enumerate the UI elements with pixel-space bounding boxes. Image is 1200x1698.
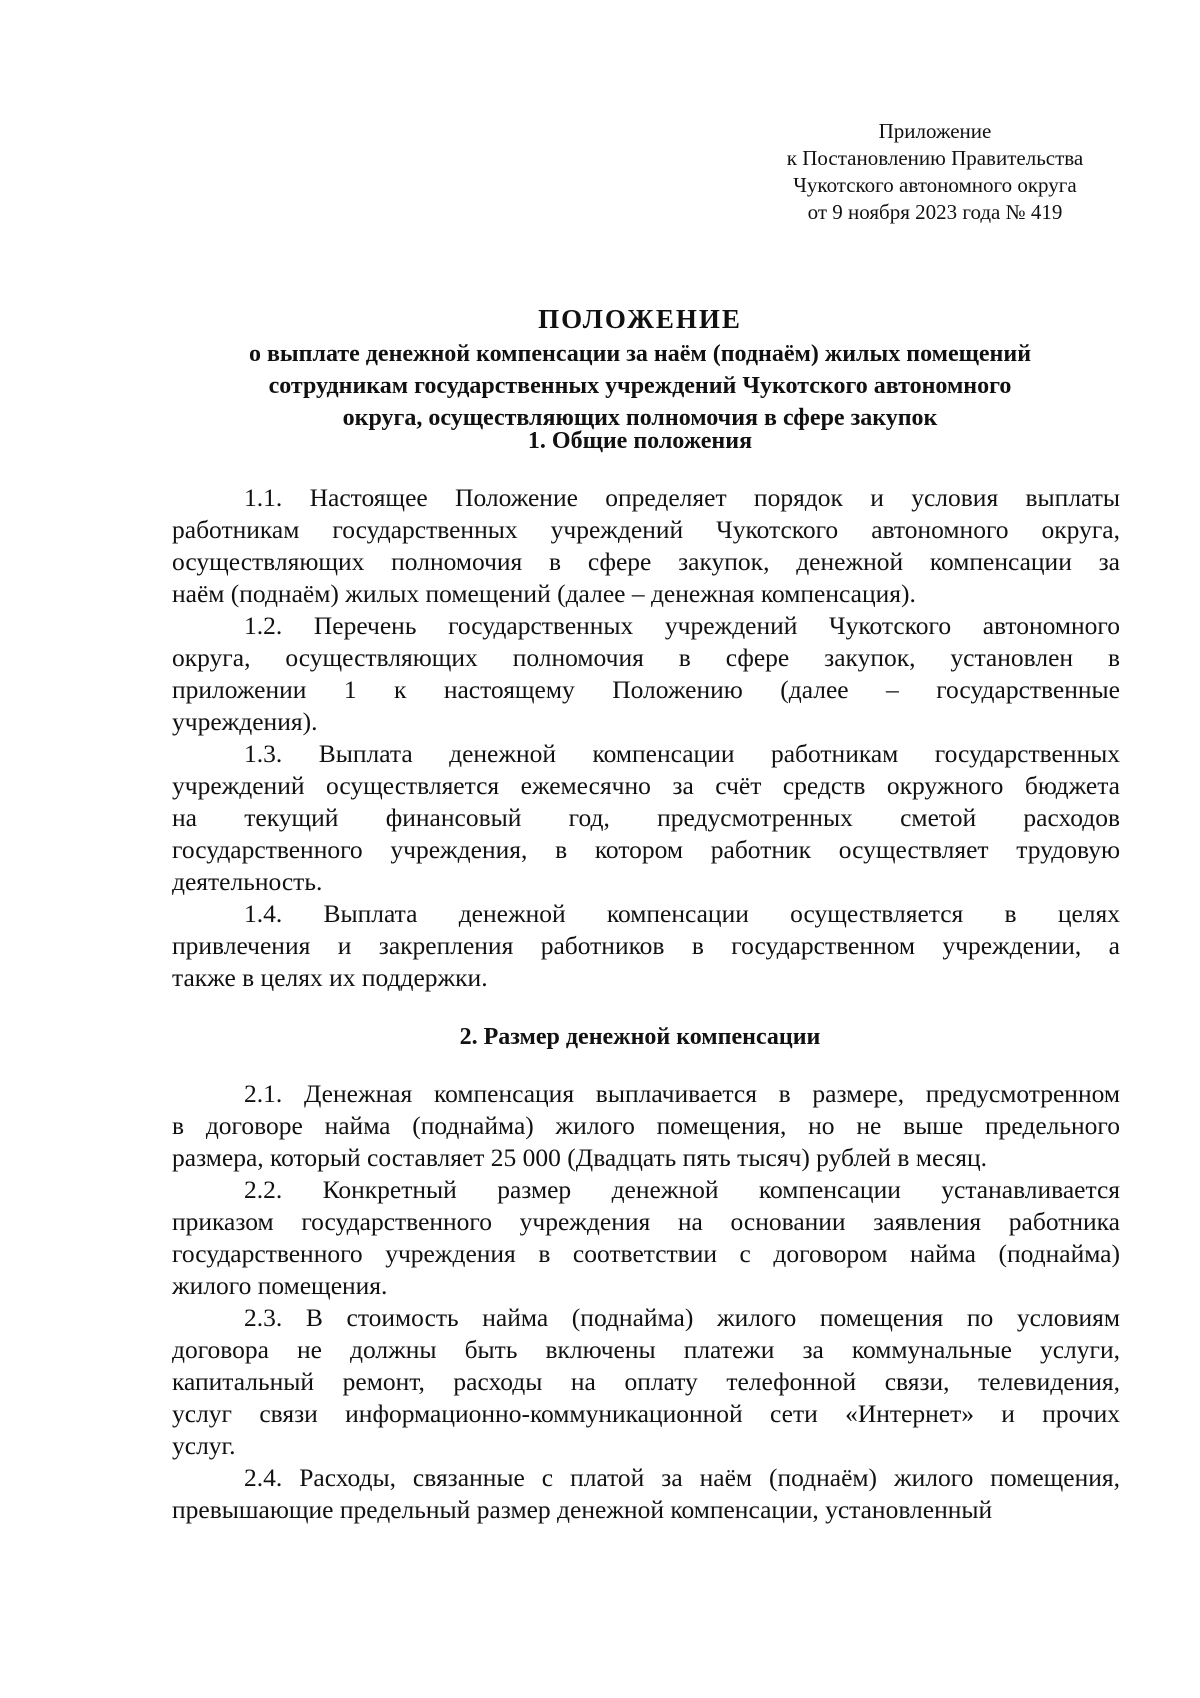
appendix-line: Приложение bbox=[878, 119, 992, 143]
paragraph-2-3 bbox=[172, 1302, 1120, 1462]
paragraph-line: приказом государственного учреждения на основании заявления работника bbox=[172, 1207, 1120, 1236]
paragraph-line: деятельность. bbox=[172, 867, 323, 896]
paragraph-1-3 bbox=[172, 738, 1120, 898]
paragraph-line: приложении 1 к настоящему Положению (далее – государственные bbox=[172, 675, 1120, 704]
paragraph-1-1 bbox=[172, 482, 1120, 610]
paragraph-1-4 bbox=[172, 898, 1120, 994]
paragraph-line: жилого помещения. bbox=[172, 1271, 388, 1300]
appendix-line: от 9 ноября 2023 года № 419 bbox=[807, 200, 1063, 224]
subtitle-line: о выплате денежной компенсации за наём (поднаём) жилых помещений bbox=[248, 341, 1032, 367]
appendix-note bbox=[755, 118, 1115, 226]
paragraph-line: 1.2. Перечень государственных учреждений Чукотского автономного bbox=[244, 611, 1120, 640]
paragraph-line: 1.4. Выплата денежной компенсации осуществляется в целях bbox=[244, 899, 1120, 928]
paragraph-line: наём (поднаём) жилых помещений (далее – денежная компенсация). bbox=[172, 579, 916, 608]
paragraph-line: 2.4. Расходы, связанные с платой за наём (поднаём) жилого помещения, bbox=[244, 1463, 1120, 1492]
paragraph-2-1 bbox=[172, 1078, 1120, 1174]
paragraph-line: осуществляющих полномочия в сфере закупок, денежной компенсации за bbox=[172, 547, 1120, 576]
appendix-line: к Постановлению Правительства bbox=[786, 146, 1084, 170]
appendix-line: Чукотского автономного округа bbox=[793, 173, 1077, 197]
paragraph-line: 1.3. Выплата денежной компенсации работникам государственных bbox=[244, 739, 1120, 768]
paragraph-line: услуг. bbox=[172, 1431, 236, 1460]
paragraph-line: государственного учреждения в соответствии с договором найма (поднайма) bbox=[172, 1239, 1120, 1268]
paragraph-line: услуг связи информационно-коммуникационной сети «Интернет» и прочих bbox=[172, 1399, 1120, 1428]
section-2-heading: 2. Размер денежной компенсации bbox=[459, 1024, 821, 1050]
paragraph-line: превышающие предельный размер денежной компенсации, установленный bbox=[172, 1495, 993, 1524]
paragraph-line: учреждения). bbox=[172, 707, 318, 736]
paragraph-line: 2.3. В стоимость найма (поднайма) жилого помещения по условиям bbox=[244, 1303, 1120, 1332]
paragraph-2-2 bbox=[172, 1174, 1120, 1302]
paragraph-line: учреждений осуществляется ежемесячно за счёт средств окружного бюджета bbox=[172, 771, 1120, 800]
document-subtitle bbox=[160, 338, 1120, 434]
paragraph-2-4 bbox=[172, 1462, 1120, 1526]
paragraph-line: 1.1. Настоящее Положение определяет порядок и условия выплаты bbox=[244, 483, 1120, 512]
subtitle-line: сотрудникам государственных учреждений Чукотского автономного bbox=[268, 373, 1012, 399]
subtitle-line: округа, осуществляющих полномочия в сфере закупок bbox=[342, 405, 938, 431]
paragraph-line: работникам государственных учреждений Чукотского автономного округа, bbox=[172, 515, 1120, 544]
section-1-heading: 1. Общие положения bbox=[527, 428, 753, 454]
paragraph-line: в договоре найма (поднайма) жилого помещения, но не выше предельного bbox=[172, 1111, 1120, 1140]
paragraph-line: 2.2. Конкретный размер денежной компенсации устанавливается bbox=[244, 1175, 1120, 1204]
paragraph-line: также в целях их поддержки. bbox=[172, 963, 488, 992]
paragraph-1-2 bbox=[172, 610, 1120, 738]
paragraph-line: капитальный ремонт, расходы на оплату телефонной связи, телевидения, bbox=[172, 1367, 1120, 1396]
paragraph-line: привлечения и закрепления работников в государственном учреждении, а bbox=[172, 931, 1120, 960]
paragraph-line: размера, который составляет 25 000 (Двадцать пять тысяч) рублей в месяц. bbox=[172, 1143, 987, 1172]
paragraph-line: государственного учреждения, в котором работник осуществляет трудовую bbox=[172, 835, 1120, 864]
document-title: ПОЛОЖЕНИЕ bbox=[538, 304, 742, 334]
paragraph-line: на текущий финансовый год, предусмотренных сметой расходов bbox=[172, 803, 1120, 832]
paragraph-line: договора не должны быть включены платежи за коммунальные услуги, bbox=[172, 1335, 1120, 1364]
paragraph-line: округа, осуществляющих полномочия в сфере закупок, установлен в bbox=[172, 643, 1120, 672]
paragraph-line: 2.1. Денежная компенсация выплачивается в размере, предусмотренном bbox=[244, 1079, 1120, 1108]
